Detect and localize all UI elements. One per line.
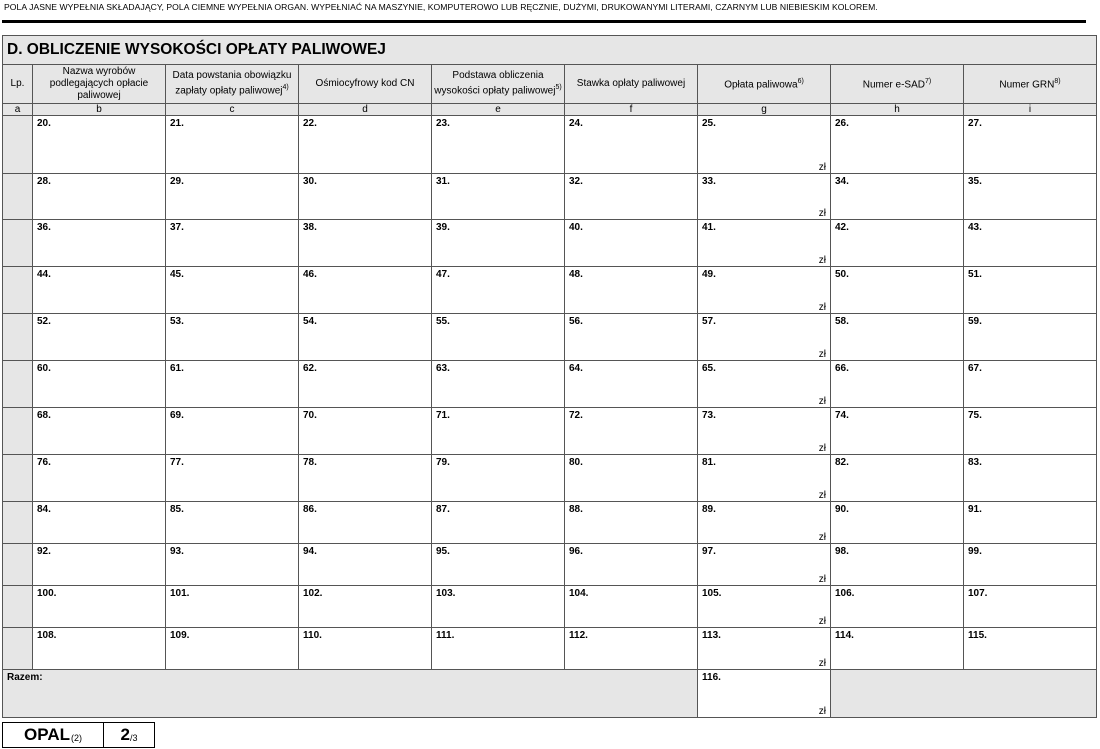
form-field[interactable]: [831, 628, 964, 670]
form-field[interactable]: [964, 174, 1097, 220]
field-number: 61.: [170, 363, 184, 374]
column-letter: a: [3, 104, 33, 116]
field-number: 30.: [303, 176, 317, 187]
form-instructions: POLA JASNE WYPEŁNIA SKŁADAJĄCY, POLA CIEMNE WYPEŁNIA ORGAN. WYPEŁNIAĆ NA MASZYNIE, KOMPUTEROWO LUB RĘCZNIE, DUŻYMI, DRUKOWANYMI LITERAMI, CZARNYM LUB NIEBIESKIM KOLOREM.: [4, 2, 878, 12]
form-field[interactable]: [299, 116, 432, 174]
field-number: 82.: [835, 457, 849, 468]
field-number: 86.: [303, 504, 317, 515]
form-field[interactable]: [166, 361, 299, 408]
field-number: 97.: [702, 546, 716, 557]
column-header: [831, 65, 964, 104]
form-field[interactable]: [964, 314, 1097, 361]
form-field[interactable]: [33, 267, 166, 314]
column-header-label: Stawka opłaty paliwowej: [576, 78, 686, 89]
field-number: 69.: [170, 410, 184, 421]
field-number: 29.: [170, 176, 184, 187]
field-number: 92.: [37, 546, 51, 557]
form-field[interactable]: [299, 544, 432, 586]
field-number: 71.: [436, 410, 450, 421]
form-field[interactable]: [831, 361, 964, 408]
field-number: 43.: [968, 222, 982, 233]
form-field[interactable]: [299, 220, 432, 267]
form-code-box: [2, 722, 104, 748]
row-number-cell: [3, 502, 33, 544]
form-version: (2): [70, 733, 82, 743]
currency-unit: zł: [818, 443, 826, 454]
column-header: [964, 65, 1097, 104]
field-number: 81.: [702, 457, 716, 468]
form-field[interactable]: [831, 116, 964, 174]
field-number: 36.: [37, 222, 51, 233]
field-number: 103.: [436, 588, 456, 599]
form-field[interactable]: [299, 408, 432, 455]
field-number: 102.: [303, 588, 323, 599]
field-number: 26.: [835, 118, 849, 129]
page-total: /3: [129, 733, 138, 743]
field-number: 78.: [303, 457, 317, 468]
column-letter: h: [831, 104, 964, 116]
form-field[interactable]: [166, 116, 299, 174]
form-field[interactable]: [166, 314, 299, 361]
field-number: 27.: [968, 118, 982, 129]
form-field[interactable]: [565, 116, 698, 174]
column-header: [299, 65, 432, 104]
form-field[interactable]: [33, 455, 166, 502]
field-number: 88.: [569, 504, 583, 515]
form-field[interactable]: [166, 220, 299, 267]
field-number: 39.: [436, 222, 450, 233]
column-header-label: Opłata paliwowa: [724, 79, 798, 91]
form-field[interactable]: [698, 502, 831, 544]
field-number: 89.: [702, 504, 716, 515]
row-number-cell: [3, 361, 33, 408]
field-number: 51.: [968, 269, 982, 280]
table-row: [3, 116, 1097, 174]
field-number: 101.: [170, 588, 190, 599]
column-letter: d: [299, 104, 432, 116]
row-number-cell: [3, 628, 33, 670]
form-field[interactable]: [964, 361, 1097, 408]
row-number-cell: [3, 314, 33, 361]
form-field[interactable]: [964, 408, 1097, 455]
section-title-cell: [3, 36, 1097, 65]
field-number: 41.: [702, 222, 716, 233]
field-number: 67.: [968, 363, 982, 374]
form-field[interactable]: [33, 502, 166, 544]
row-number-cell: [3, 220, 33, 267]
field-number: 37.: [170, 222, 184, 233]
footnote-ref: 4): [282, 84, 289, 92]
field-number: 34.: [835, 176, 849, 187]
column-header-label: Podstawa obliczenia wysokości opłaty paliwowej: [434, 70, 556, 97]
form-field[interactable]: [299, 628, 432, 670]
field-number: 106.: [835, 588, 855, 599]
table-row: [3, 455, 1097, 502]
form-field[interactable]: [698, 314, 831, 361]
table-row: [3, 361, 1097, 408]
top-divider: [2, 20, 1086, 23]
currency-unit: zł: [818, 162, 826, 173]
form-field[interactable]: [698, 361, 831, 408]
currency-unit: zł: [818, 532, 826, 543]
row-number-cell: [3, 455, 33, 502]
form-field[interactable]: [299, 502, 432, 544]
column-header-label: Nazwa wyrobów podlegających opłacie paliwowej: [49, 66, 149, 101]
field-number: 110.: [303, 630, 322, 641]
field-number: 31.: [436, 176, 450, 187]
currency-unit: zł: [818, 349, 826, 360]
field-number: 109.: [170, 630, 190, 641]
field-number: 24.: [569, 118, 583, 129]
field-number: 38.: [303, 222, 317, 233]
form-field[interactable]: [166, 628, 299, 670]
field-number: 49.: [702, 269, 716, 280]
currency-unit: zł: [818, 490, 826, 501]
field-number: 113.: [702, 630, 721, 641]
form-field[interactable]: [698, 116, 831, 174]
footnote-ref: 6): [797, 78, 804, 86]
form-field[interactable]: [964, 586, 1097, 628]
form-field[interactable]: [831, 544, 964, 586]
table-row: [3, 174, 1097, 220]
form-field[interactable]: [299, 267, 432, 314]
field-number: 44.: [37, 269, 51, 280]
column-header: [166, 65, 299, 104]
currency-unit: zł: [818, 208, 826, 219]
column-letter: i: [964, 104, 1097, 116]
column-header: [33, 65, 166, 104]
form-field[interactable]: [33, 116, 166, 174]
column-header-label: Data powstania obowiązku zapłaty opłaty paliwowej: [172, 70, 292, 97]
field-number: 73.: [702, 410, 716, 421]
field-number: 45.: [170, 269, 184, 280]
form-field[interactable]: [299, 314, 432, 361]
form-field[interactable]: [432, 220, 565, 267]
total-label: Razem:: [7, 672, 43, 683]
row-number-cell: [3, 116, 33, 174]
form-field[interactable]: [432, 361, 565, 408]
field-number: 99.: [968, 546, 982, 557]
currency-unit: zł: [818, 658, 826, 669]
column-letter: e: [432, 104, 565, 116]
table-row: [3, 220, 1097, 267]
row-number-cell: [3, 408, 33, 455]
form-field[interactable]: [964, 502, 1097, 544]
form-field[interactable]: [565, 314, 698, 361]
row-number-cell: [3, 544, 33, 586]
field-number: 64.: [569, 363, 583, 374]
form-field[interactable]: [698, 220, 831, 267]
form-field[interactable]: [33, 174, 166, 220]
field-number: 60.: [37, 363, 51, 374]
field-number: 53.: [170, 316, 184, 327]
field-number: 94.: [303, 546, 317, 557]
field-number: 100.: [37, 588, 57, 599]
field-number: 32.: [569, 176, 583, 187]
footnote-ref: 7): [925, 78, 932, 86]
table-row: [3, 628, 1097, 670]
field-number: 105.: [702, 588, 722, 599]
column-header-label: Numer GRN: [999, 79, 1055, 91]
field-number: 42.: [835, 222, 849, 233]
row-number-cell: [3, 174, 33, 220]
form-field[interactable]: [964, 220, 1097, 267]
field-number: 91.: [968, 504, 982, 515]
form-field[interactable]: [698, 408, 831, 455]
field-number: 93.: [170, 546, 184, 557]
field-number: 50.: [835, 269, 849, 280]
field-number: 40.: [569, 222, 583, 233]
field-number: 77.: [170, 457, 184, 468]
form-field[interactable]: [565, 408, 698, 455]
form-field[interactable]: [698, 174, 831, 220]
form-field[interactable]: [33, 408, 166, 455]
field-number: 104.: [569, 588, 589, 599]
field-number: 85.: [170, 504, 184, 515]
form-field[interactable]: [166, 408, 299, 455]
field-number: 79.: [436, 457, 450, 468]
form-field[interactable]: [698, 267, 831, 314]
field-number: 114.: [835, 630, 854, 641]
field-number: 58.: [835, 316, 849, 327]
field-number: 68.: [37, 410, 51, 421]
form-field[interactable]: [565, 220, 698, 267]
form-field[interactable]: [166, 455, 299, 502]
form-field[interactable]: [565, 455, 698, 502]
form-field[interactable]: [432, 586, 565, 628]
form-field[interactable]: [831, 174, 964, 220]
form-field[interactable]: [299, 455, 432, 502]
form-field[interactable]: [831, 314, 964, 361]
form-field[interactable]: [831, 220, 964, 267]
field-number: 112.: [569, 630, 588, 641]
form-field[interactable]: [33, 361, 166, 408]
form-field[interactable]: [831, 586, 964, 628]
form-field[interactable]: [698, 586, 831, 628]
field-number: 59.: [968, 316, 982, 327]
field-number: 57.: [702, 316, 716, 327]
table-row: [3, 586, 1097, 628]
form-field[interactable]: [565, 628, 698, 670]
field-number: 72.: [569, 410, 583, 421]
currency-unit: zł: [818, 616, 826, 627]
form-field[interactable]: [166, 267, 299, 314]
field-number: 23.: [436, 118, 450, 129]
form-field[interactable]: [831, 502, 964, 544]
column-header: [432, 65, 565, 104]
currency-unit: zł: [818, 706, 826, 717]
field-number: 65.: [702, 363, 716, 374]
column-header-label: Ośmiocyfrowy kod CN: [315, 78, 415, 89]
field-number: 66.: [835, 363, 849, 374]
page-number: 2: [120, 725, 130, 744]
table-row: [3, 267, 1097, 314]
field-number: 25.: [702, 118, 716, 129]
field-number: 62.: [303, 363, 317, 374]
form-field[interactable]: [33, 220, 166, 267]
row-number-cell: [3, 586, 33, 628]
field-number: 20.: [37, 118, 51, 129]
field-number: 47.: [436, 269, 450, 280]
form-field[interactable]: [432, 408, 565, 455]
form-field[interactable]: [299, 174, 432, 220]
fuel-fee-table: [2, 35, 1097, 718]
form-field[interactable]: [831, 267, 964, 314]
field-number: 107.: [968, 588, 988, 599]
form-field[interactable]: [33, 628, 166, 670]
form-field[interactable]: [432, 455, 565, 502]
form-field[interactable]: [698, 544, 831, 586]
form-field[interactable]: [964, 116, 1097, 174]
field-number: 55.: [436, 316, 450, 327]
table-row: [3, 408, 1097, 455]
column-header: [3, 65, 33, 104]
total-fee-field[interactable]: [698, 670, 831, 718]
total-label-cell: [3, 670, 698, 718]
form-field[interactable]: [166, 586, 299, 628]
column-header-row: [3, 65, 1097, 104]
form-field[interactable]: [565, 174, 698, 220]
form-field[interactable]: [565, 586, 698, 628]
field-number: 95.: [436, 546, 450, 557]
form-field[interactable]: [831, 408, 964, 455]
field-number: 21.: [170, 118, 184, 129]
form-field[interactable]: [964, 628, 1097, 670]
form-field[interactable]: [831, 455, 964, 502]
field-number: 98.: [835, 546, 849, 557]
form-field[interactable]: [565, 361, 698, 408]
field-number: 90.: [835, 504, 849, 515]
field-number: 63.: [436, 363, 450, 374]
field-number: 74.: [835, 410, 849, 421]
field-number: 116.: [702, 672, 721, 683]
form-field[interactable]: [698, 628, 831, 670]
form-field[interactable]: [565, 544, 698, 586]
field-number: 33.: [702, 176, 716, 187]
field-number: 111.: [436, 630, 455, 641]
form-field[interactable]: [565, 267, 698, 314]
field-number: 28.: [37, 176, 51, 187]
table-row: [3, 544, 1097, 586]
field-number: 56.: [569, 316, 583, 327]
form-field[interactable]: [432, 544, 565, 586]
form-field[interactable]: [432, 314, 565, 361]
field-number: 108.: [37, 630, 57, 641]
field-number: 84.: [37, 504, 51, 515]
table-row: [3, 314, 1097, 361]
form-field[interactable]: [698, 455, 831, 502]
field-number: 87.: [436, 504, 450, 515]
column-letter: b: [33, 104, 166, 116]
field-number: 46.: [303, 269, 317, 280]
field-number: 76.: [37, 457, 51, 468]
column-header-label: Lp.: [10, 78, 25, 89]
page-number-box: [104, 722, 155, 748]
currency-unit: zł: [818, 302, 826, 313]
field-number: 80.: [569, 457, 583, 468]
currency-unit: zł: [818, 255, 826, 266]
form-field[interactable]: [299, 586, 432, 628]
currency-unit: zł: [818, 574, 826, 585]
field-number: 83.: [968, 457, 982, 468]
form-field[interactable]: [964, 455, 1097, 502]
column-letter: f: [565, 104, 698, 116]
form-field[interactable]: [432, 502, 565, 544]
field-number: 96.: [569, 546, 583, 557]
field-number: 54.: [303, 316, 317, 327]
form-field[interactable]: [964, 544, 1097, 586]
footnote-ref: 8): [1054, 78, 1061, 86]
column-header: [698, 65, 831, 104]
form-field[interactable]: [33, 544, 166, 586]
column-letter: g: [698, 104, 831, 116]
table-row: [3, 502, 1097, 544]
field-number: 70.: [303, 410, 317, 421]
form-field[interactable]: [33, 586, 166, 628]
form-field[interactable]: [166, 502, 299, 544]
column-header: [565, 65, 698, 104]
form-code: OPAL: [24, 725, 70, 744]
row-number-cell: [3, 267, 33, 314]
column-letter-row: [3, 104, 1097, 116]
field-number: 52.: [37, 316, 51, 327]
form-field[interactable]: [432, 174, 565, 220]
form-footer: [2, 722, 155, 746]
form-field[interactable]: [166, 174, 299, 220]
total-empty-cell: [831, 670, 1097, 718]
form-field[interactable]: [166, 544, 299, 586]
form-field[interactable]: [565, 502, 698, 544]
field-number: 35.: [968, 176, 982, 187]
column-letter: c: [166, 104, 299, 116]
field-number: 48.: [569, 269, 583, 280]
section-title: D. OBLICZENIE WYSOKOŚCI OPŁATY PALIWOWEJ: [7, 41, 386, 58]
form-field[interactable]: [964, 267, 1097, 314]
form-field[interactable]: [432, 116, 565, 174]
field-number: 22.: [303, 118, 317, 129]
currency-unit: zł: [818, 396, 826, 407]
footnote-ref: 5): [555, 84, 562, 92]
form-field[interactable]: [432, 267, 565, 314]
field-number: 75.: [968, 410, 982, 421]
total-row: [3, 670, 1097, 718]
form-field[interactable]: [432, 628, 565, 670]
form-field[interactable]: [299, 361, 432, 408]
field-number: 115.: [968, 630, 987, 641]
form-field[interactable]: [33, 314, 166, 361]
column-header-label: Numer e-SAD: [862, 79, 925, 91]
